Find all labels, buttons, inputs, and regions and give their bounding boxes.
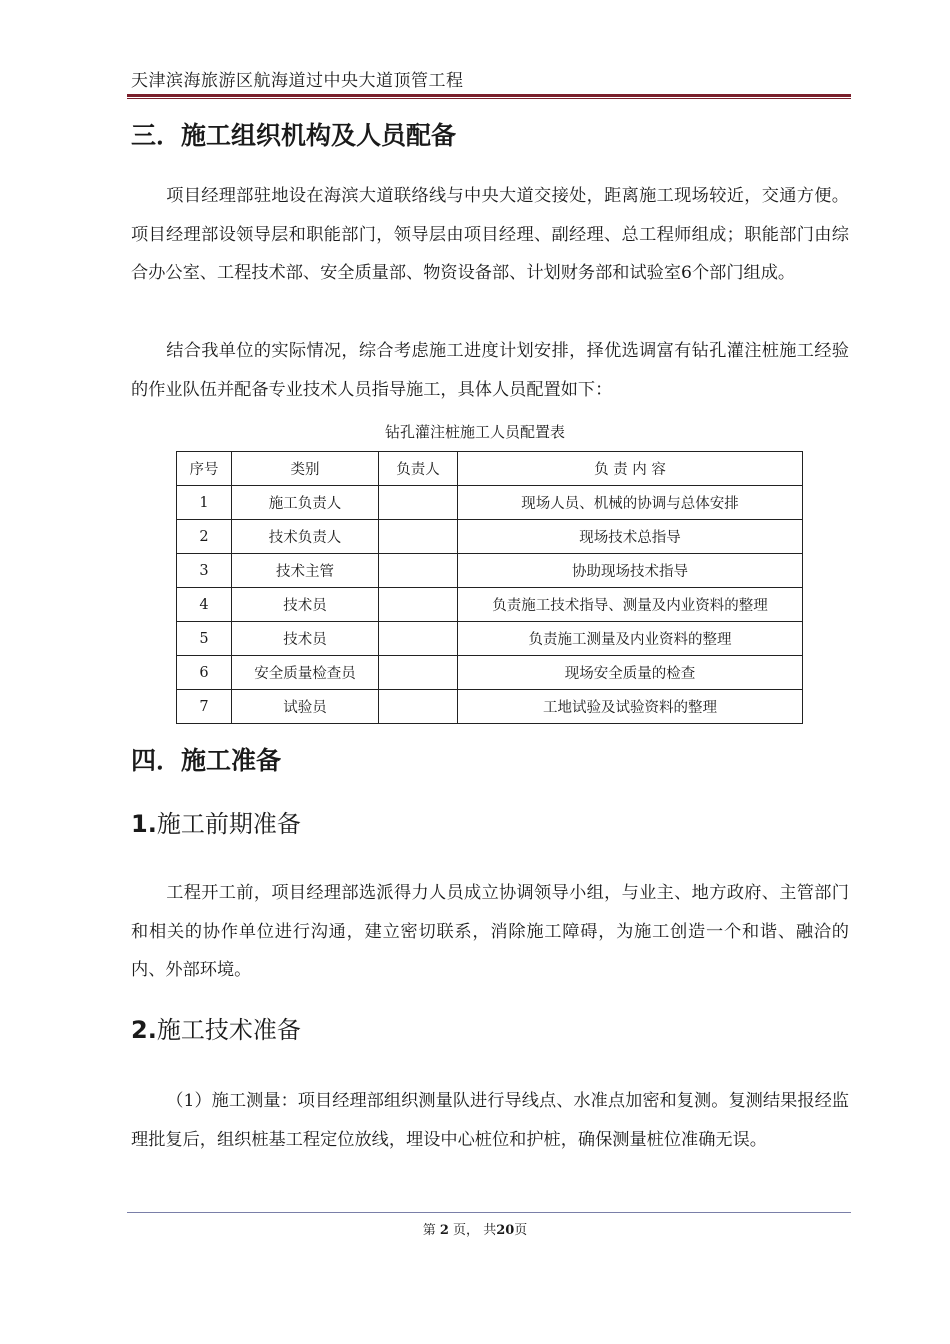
subsection-2-paragraph: （1）施工测量：项目经理部组织测量队进行导线点、水准点加密和复测。复测结果报经监理批复后，组织桩基工程定位放线，埋设中心桩位和护桩，确保测量桩位准确无误。 <box>131 1091 849 1150</box>
row-index: 5 <box>177 622 232 656</box>
row-person <box>379 486 458 520</box>
subsection-1-heading <box>131 804 301 839</box>
row-category: 技术员 <box>232 588 379 622</box>
table-row <box>177 588 803 622</box>
subsection-1-title: 施工前期准备 <box>156 810 301 838</box>
row-person <box>379 656 458 690</box>
table-row <box>177 486 803 520</box>
footer-rule <box>127 1212 851 1213</box>
footer-mid: 页， <box>453 1223 480 1238</box>
row-duties: 工地试验及试验资料的整理 <box>458 690 803 724</box>
footer-total-prefix: 共 <box>483 1223 497 1238</box>
row-duties: 协助现场技术指导 <box>458 554 803 588</box>
row-duties: 负责施工测量及内业资料的整理 <box>458 622 803 656</box>
table-row <box>177 622 803 656</box>
row-index: 4 <box>177 588 232 622</box>
row-category: 技术负责人 <box>232 520 379 554</box>
table-caption: 钻孔灌注桩施工人员配置表 <box>384 423 565 441</box>
footer-prefix: 第 <box>422 1223 436 1238</box>
subsection-2-number: 2. <box>131 1016 157 1044</box>
subsection-2-title: 施工技术准备 <box>156 1016 301 1044</box>
row-index: 7 <box>177 690 232 724</box>
footer-page-number: 2 <box>439 1223 449 1238</box>
row-index: 2 <box>177 520 232 554</box>
header-title: 天津滨海旅游区航海道过中央大道顶管工程 <box>131 71 464 91</box>
table-row <box>177 554 803 588</box>
row-category: 施工负责人 <box>232 486 379 520</box>
staff-table <box>176 451 803 724</box>
table-row <box>177 656 803 690</box>
footer-total-pages: 20 <box>496 1223 515 1238</box>
header-cell-person: 负责人 <box>379 452 458 486</box>
row-person <box>379 622 458 656</box>
section-3-paragraph-1: 项目经理部驻地设在海滨大道联络线与中央大道交接处，距离施工现场较近，交通方便。项目经理部设领导层和职能部门，领导层由项目经理、副经理、总工程师组成；职能部门由综合办公室、工程技术部、安全质量部、物资设备部、计划财务部和试验室6个部门组成。 <box>131 186 849 283</box>
subsection-1-number: 1. <box>131 810 157 838</box>
table-header-row <box>177 452 803 486</box>
header-rule-thin <box>127 98 851 99</box>
header-cell-index: 序号 <box>177 452 232 486</box>
row-duties: 现场安全质量的检查 <box>458 656 803 690</box>
row-category: 技术主管 <box>232 554 379 588</box>
header-cell-category: 类别 <box>232 452 379 486</box>
header-cell-duties: 负 责 内 容 <box>458 452 803 486</box>
row-category: 试验员 <box>232 690 379 724</box>
header-rule <box>127 94 851 97</box>
row-index: 3 <box>177 554 232 588</box>
subsection-2-heading <box>131 1010 301 1045</box>
subsection-1-paragraph: 工程开工前，项目经理部选派得力人员成立协调领导小组，与业主、地方政府、主管部门和相关的协作单位进行沟通，建立密切联系，消除施工障碍，为施工创造一个和谐、融洽的内、外部环境。 <box>131 883 849 980</box>
section-3-heading: 三．施工组织机构及人员配备 <box>131 121 457 150</box>
page-footer <box>0 1219 950 1238</box>
row-person <box>379 554 458 588</box>
row-duties: 现场人员、机械的协调与总体安排 <box>458 486 803 520</box>
table-row <box>177 520 803 554</box>
row-category: 安全质量检查员 <box>232 656 379 690</box>
row-duties: 现场技术总指导 <box>458 520 803 554</box>
row-category: 技术员 <box>232 622 379 656</box>
table-row <box>177 690 803 724</box>
row-index: 1 <box>177 486 232 520</box>
row-person <box>379 690 458 724</box>
footer-suffix: 页 <box>514 1223 528 1238</box>
section-3-paragraph-2: 结合我单位的实际情况，综合考虑施工进度计划安排，择优选调富有钻孔灌注桩施工经验的作业队伍并配备专业技术人员指导施工，具体人员配置如下： <box>131 341 849 400</box>
row-person <box>379 588 458 622</box>
row-duties: 负责施工技术指导、测量及内业资料的整理 <box>458 588 803 622</box>
section-4-heading: 四．施工准备 <box>131 746 282 775</box>
row-index: 6 <box>177 656 232 690</box>
row-person <box>379 520 458 554</box>
